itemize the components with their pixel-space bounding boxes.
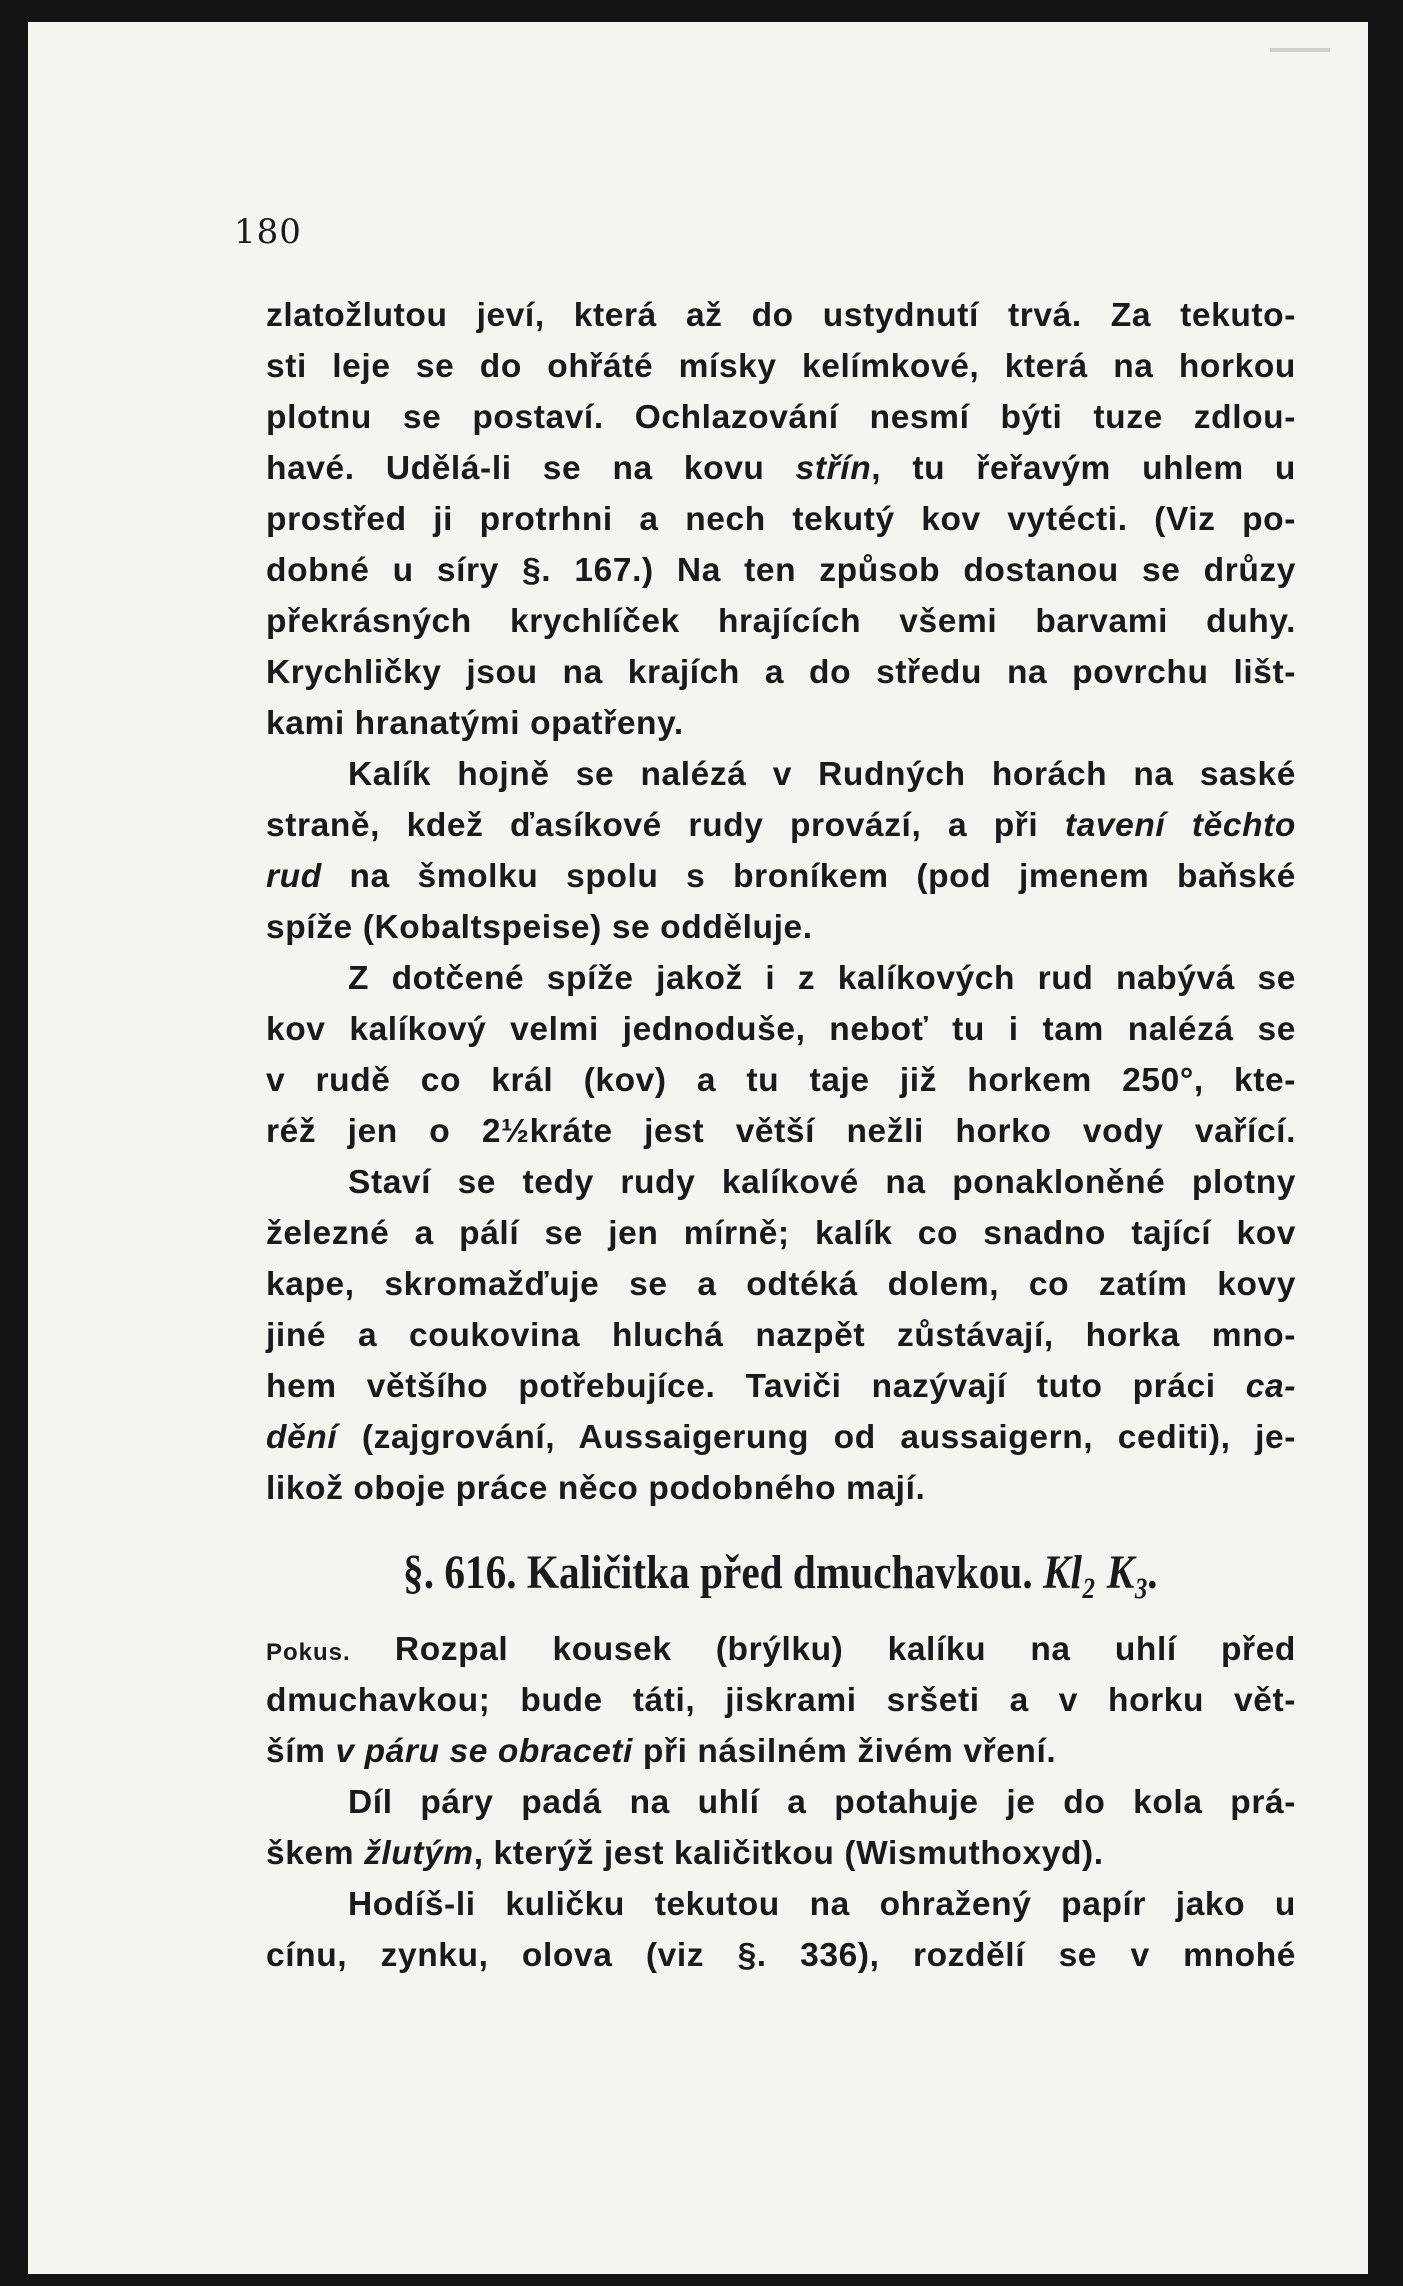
text-run: hem většího potřebujíce. Taviči nazývají tuto práci <box>266 1368 1246 1405</box>
italic-term: žlutým <box>364 1835 474 1872</box>
text-line: prostřed ji protrhni a nech tekutý kov vytécti. (Viz po- <box>266 501 1296 538</box>
text-line <box>266 1624 1296 1675</box>
text-line: překrásných krychlíček hrajících všemi barvami duhy. <box>266 603 1296 640</box>
text-line <box>266 1828 1296 1879</box>
text-run: na šmolku spolu s broníkem (pod jmenem baňské <box>321 858 1296 895</box>
text-run: (zajgrování, Aussaigerung od aussaigern, cediti), je- <box>337 1419 1296 1456</box>
page-number: 180 <box>234 212 302 252</box>
text-run: havé. Udělá-li se na kovu <box>266 450 796 487</box>
text-line <box>266 443 1296 494</box>
text-line: v rudě co král (kov) a tu taje již horkem 250°, kte- <box>266 1062 1296 1099</box>
text-line: železné a pálí se jen mírně; kalík co snadno tající kov <box>266 1215 1296 1252</box>
text-line: jiné a coukovina hluchá nazpět zůstávají, horka mno- <box>266 1317 1296 1354</box>
text-run: , kterýž jest kaličitkou (Wismuthoxyd). <box>473 1835 1104 1872</box>
text-line: réž jen o 2½kráte jest větší nežli horko vody vařící. <box>266 1113 1296 1150</box>
page-edge-mark <box>1270 48 1330 52</box>
text-run: ším <box>266 1733 336 1770</box>
text-line: Díl páry padá na uhlí a potahuje je do kola prá- <box>348 1784 1296 1821</box>
text-run: Rozpal kousek (brýlku) kalíku na uhlí před <box>350 1631 1296 1668</box>
italic-term: v páru se obraceti <box>335 1733 633 1770</box>
text-run: při násilném živém vření. <box>632 1733 1057 1770</box>
text-line <box>266 851 1296 902</box>
experiment-label: Pokus. <box>266 1639 351 1666</box>
text-line: dobné u síry §. 167.) Na ten způsob dostanou se drůzy <box>266 552 1296 589</box>
section-formula: Kl₂ K₃. <box>1042 1546 1159 1599</box>
text-line: Staví se tedy rudy kalíkové na ponakloněné plotny <box>348 1164 1296 1201</box>
text-line <box>266 1726 1296 1777</box>
italic-term: tavení těchto <box>1064 807 1296 844</box>
book-page <box>28 22 1368 2274</box>
text-run: straně, kdež ďasíkové rudy provází, a při <box>266 807 1065 844</box>
text-line: sti leje se do ohřáté mísky kelímkové, která na horkou <box>266 348 1296 385</box>
text-line <box>266 1361 1296 1412</box>
text-block <box>266 290 1296 1981</box>
text-line: spíže (Kobaltspeise) se odděluje. <box>266 909 813 946</box>
text-line: kape, skromažďuje se a odtéká dolem, co zatím kovy <box>266 1266 1296 1303</box>
text-line: zlatožlutou jeví, která až do ustydnutí trvá. Za tekuto- <box>266 297 1296 334</box>
text-line: likož oboje práce něco podobného mají. <box>266 1470 926 1507</box>
text-run: , tu řeřavým uhlem u <box>871 450 1296 487</box>
text-line: cínu, zynku, olova (viz §. 336), rozdělí se v mnohé <box>266 1937 1296 1974</box>
text-line: kami hranatými opatřeny. <box>266 705 684 742</box>
text-line: Z dotčené spíže jakož i z kalíkových rud nabývá se <box>348 960 1296 997</box>
text-line <box>266 800 1296 851</box>
text-line: Kalík hojně se nalézá v Rudných horách na saské <box>348 756 1296 793</box>
italic-term: střín <box>795 450 872 487</box>
text-line: kov kalíkový velmi jednoduše, neboť tu i tam nalézá se <box>266 1011 1296 1048</box>
section-title: §. 616. Kaličitka před dmuchavkou. <box>403 1546 1033 1599</box>
text-line: Krychličky jsou na krajích a do středu na povrchu lišt- <box>266 654 1296 691</box>
text-line: dmuchavkou; bude táti, jiskrami sršeti a v horku vět- <box>266 1682 1296 1719</box>
italic-term: ca- <box>1245 1368 1296 1405</box>
text-line: plotnu se postaví. Ochlazování nesmí býti tuze zdlou- <box>266 399 1296 436</box>
text-run: škem <box>266 1835 364 1872</box>
section-heading <box>338 1514 1224 1624</box>
italic-term: rud <box>266 858 322 895</box>
italic-term: dění <box>266 1419 338 1456</box>
text-line: Hodíš-li kuličku tekutou na ohražený papír jako u <box>348 1886 1296 1923</box>
text-line <box>266 1412 1296 1463</box>
